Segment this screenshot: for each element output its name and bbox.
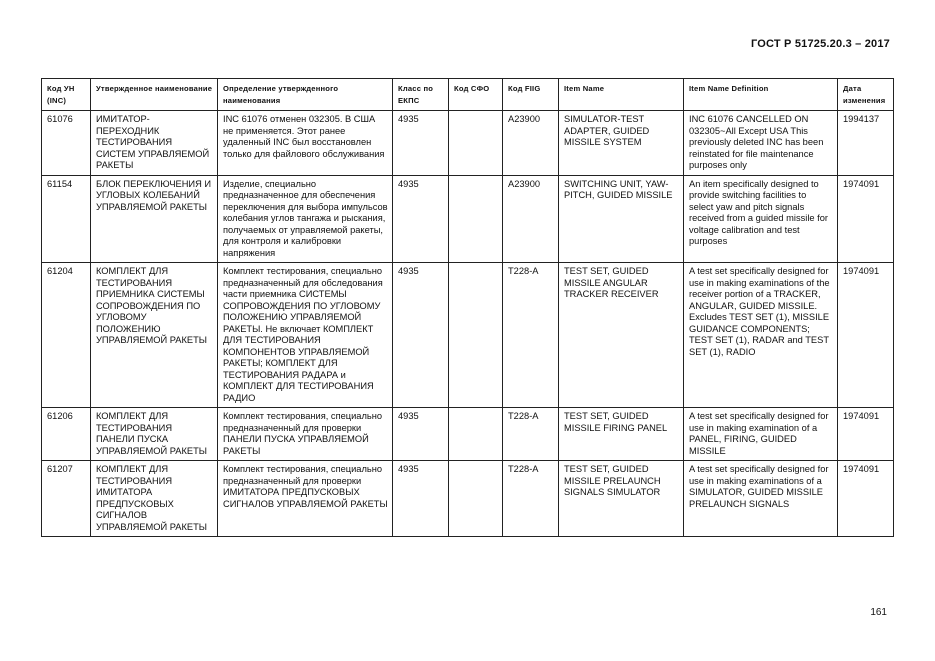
cell-class: 4935 <box>393 263 449 408</box>
column-header-item-definition: Item Name Definition <box>684 79 838 111</box>
cell-approved-name: КОМПЛЕКТ ДЛЯ ТЕСТИРОВАНИЯ ПРИЕМНИКА СИСТЕМЫ СОПРОВОЖДЕНИЯ ПО УГЛОВОМУ ПОЛОЖЕНИЮ УПРАВЛЯЕМОЙ РАКЕТЫ <box>91 263 218 408</box>
page-number: 161 <box>870 607 887 618</box>
cell-item-definition: A test set specifically designed for use in making examination of a PANEL, FIRING, GUIDED MISSILE <box>684 408 838 461</box>
table-row <box>42 461 894 537</box>
column-header-approved-name: Утвержденное наименование <box>91 79 218 111</box>
cell-item-definition: INC 61076 CANCELLED ON 032305~All Except USA This previously deleted INC has been reinstated for file maintenance purposes only <box>684 111 838 176</box>
cell-item-definition: A test set specifically designed for use in making examinations of a SIMULATOR, GUIDED MISSILE PRELAUNCH SIGNALS <box>684 461 838 537</box>
cell-class: 4935 <box>393 175 449 263</box>
cell-definition: Комплект тестирования, специально предназначенный для проверки ПАНЕЛИ ПУСКА УПРАВЛЯЕМОЙ РАКЕТЫ <box>218 408 393 461</box>
cell-inc: 61204 <box>42 263 91 408</box>
cell-date: 1974091 <box>838 461 894 537</box>
cell-definition: Комплект тестирования, специально предназначенный для проверки ИМИТАТОРА ПРЕДПУСКОВЫХ СИГНАЛОВ УПРАВЛЯЕМОЙ РАКЕТЫ <box>218 461 393 537</box>
cell-date: 1974091 <box>838 408 894 461</box>
table-header-row <box>42 79 894 111</box>
column-header-item-name: Item Name <box>559 79 684 111</box>
column-header-definition: Определение утвержденного наименования <box>218 79 393 111</box>
cell-fiig: A23900 <box>503 175 559 263</box>
column-header-class: Класс по ЕКПС <box>393 79 449 111</box>
cell-class: 4935 <box>393 461 449 537</box>
cell-definition: Комплект тестирования, специально предназначенный для обследования части приемника СИСТЕМЫ СОПРОВОЖДЕНИЯ ПО УГЛОВОМУ ПОЛОЖЕНИЮ УПРАВЛЯЕМОЙ РАКЕТЫ. Не включает КОМПЛЕКТ ДЛЯ ТЕСТИРОВАНИЯ КОМПОНЕНТОВ УПРАВЛЯЕМОЙ РАКЕТЫ; КОМПЛЕКТ ДЛЯ ТЕСТИРОВАНИЯ РАДАРА и КОМПЛЕКТ ДЛЯ ТЕСТИРОВАНИЯ РАДИО <box>218 263 393 408</box>
cell-sfo <box>449 408 503 461</box>
cell-inc: 61076 <box>42 111 91 176</box>
document-code: ГОСТ Р 51725.20.3 – 2017 <box>750 38 890 50</box>
cell-item-name: TEST SET, GUIDED MISSILE ANGULAR TRACKER RECEIVER <box>559 263 684 408</box>
table-row <box>42 175 894 263</box>
cell-sfo <box>449 461 503 537</box>
column-header-date: Дата изменения <box>838 79 894 111</box>
cell-definition: INC 61076 отменен 032305. В США не применяется. Этот ранее удаленный INC был восстановлен только для файлового обслуживания <box>218 111 393 176</box>
cell-item-name: TEST SET, GUIDED MISSILE FIRING PANEL <box>559 408 684 461</box>
cell-approved-name: ИМИТАТОР-ПЕРЕХОДНИК ТЕСТИРОВАНИЯ СИСТЕМ УПРАВЛЯЕМОЙ РАКЕТЫ <box>91 111 218 176</box>
cell-approved-name: КОМПЛЕКТ ДЛЯ ТЕСТИРОВАНИЯ ПАНЕЛИ ПУСКА УПРАВЛЯЕМОЙ РАКЕТЫ <box>91 408 218 461</box>
cell-class: 4935 <box>393 408 449 461</box>
column-header-inc: Код УН (INC) <box>42 79 91 111</box>
cell-item-name: SWITCHING UNIT, YAW-PITCH, GUIDED MISSILE <box>559 175 684 263</box>
cell-sfo <box>449 263 503 408</box>
cell-item-definition: A test set specifically designed for use in making examinations of the receiver portion of a TRACKER, ANGULAR, GUIDED MISSILE. Excludes TEST SET (1), MISSILE GUIDANCE COMPONENTS; TEST SET (1), RADAR and TEST SET (1), RADIO <box>684 263 838 408</box>
cell-fiig: A23900 <box>503 111 559 176</box>
cell-item-name: SIMULATOR-TEST ADAPTER, GUIDED MISSILE SYSTEM <box>559 111 684 176</box>
cell-date: 1974091 <box>838 175 894 263</box>
cell-fiig: T228-A <box>503 461 559 537</box>
cell-date: 1974091 <box>838 263 894 408</box>
cell-approved-name: БЛОК ПЕРЕКЛЮЧЕНИЯ И УГЛОВЫХ КОЛЕБАНИЙ УПРАВЛЯЕМОЙ РАКЕТЫ <box>91 175 218 263</box>
cell-inc: 61207 <box>42 461 91 537</box>
cell-inc: 61154 <box>42 175 91 263</box>
catalog-table <box>41 78 894 537</box>
cell-inc: 61206 <box>42 408 91 461</box>
cell-sfo <box>449 111 503 176</box>
cell-approved-name: КОМПЛЕКТ ДЛЯ ТЕСТИРОВАНИЯ ИМИТАТОРА ПРЕДПУСКОВЫХ СИГНАЛОВ УПРАВЛЯЕМОЙ РАКЕТЫ <box>91 461 218 537</box>
cell-item-name: TEST SET, GUIDED MISSILE PRELAUNCH SIGNALS SIMULATOR <box>559 461 684 537</box>
column-header-sfo: Код СФО <box>449 79 503 111</box>
cell-date: 1994137 <box>838 111 894 176</box>
cell-fiig: T228-A <box>503 408 559 461</box>
cell-class: 4935 <box>393 111 449 176</box>
cell-fiig: T228-A <box>503 263 559 408</box>
cell-item-definition: An item specifically designed to provide switching facilities to select yaw and pitch signals received from a guided missile for voltage calibration and test purposes <box>684 175 838 263</box>
cell-sfo <box>449 175 503 263</box>
table-row <box>42 263 894 408</box>
table-row <box>42 408 894 461</box>
table-row <box>42 111 894 176</box>
column-header-fiig: Код FIIG <box>503 79 559 111</box>
cell-definition: Изделие, специально предназначенное для обеспечения переключения для выбора импульсов колебания углов тангажа и рыскания, получаемых от управляемой ракеты, для контроля и калибровки напряжения <box>218 175 393 263</box>
